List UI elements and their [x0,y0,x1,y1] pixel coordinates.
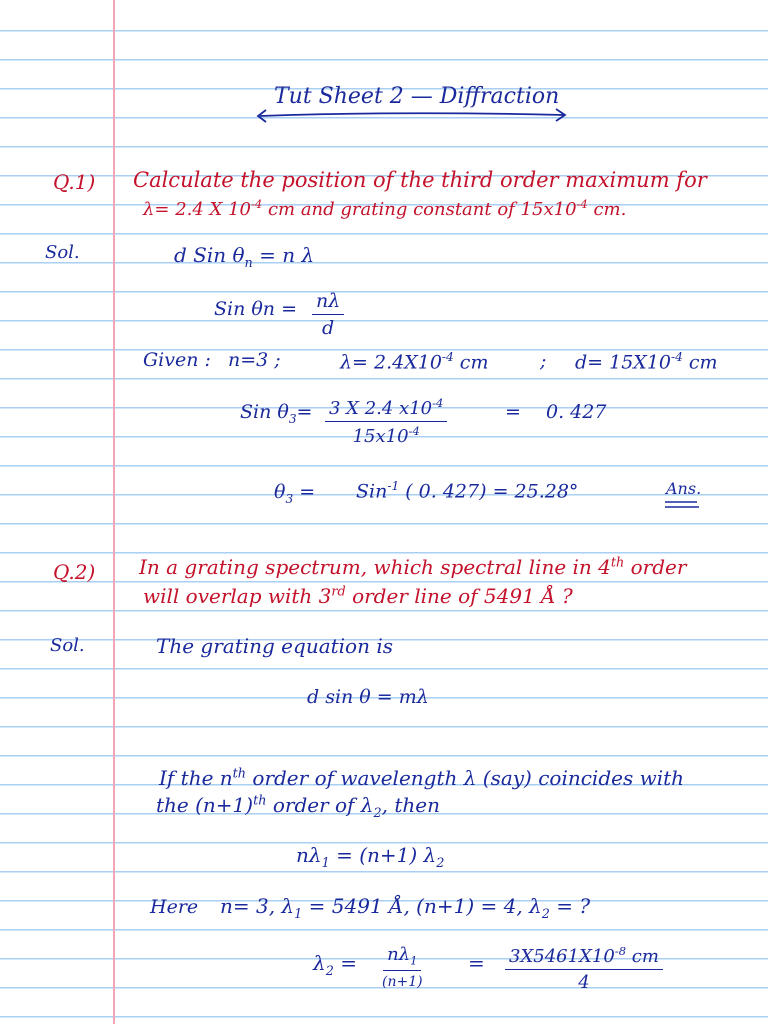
solution-1-equation-3-equals: = [505,401,521,423]
solution-2-equation-2: $n\lambda_1 = (n+1)$ $\lambda_2$ [296,843,445,871]
question-1-label: Q.1) [53,170,96,194]
question-1-line-2: λ= 2.4 X $10^{-4}$ cm and grating constant of $15x10^{-4}$ cm. [143,197,627,220]
solution-2-equation-3-lhs: $\lambda_2$ = [313,951,357,979]
solution-1-equation-2-fraction: $\frac{n\lambda}{d}$ [312,292,344,338]
solution-1-equation-4-rhs: Sin$^{-1}$ ( 0. 427) = 25.28° [356,479,579,503]
solution-2-label: Sol. [50,635,85,656]
title-double-arrow-underline [250,105,580,127]
solution-2-given-values: n= 3, $\lambda_1 = 5491$ Å, (n+1) = 4, $\lambda_2$ = ? [220,894,591,922]
answer-double-underline [663,499,703,511]
solution-2-equation-3-equals: = [468,951,485,975]
solution-2-intro: The grating equation is [156,634,393,658]
solution-2-condition-line-1: If the $n^{th}$ order of wavelength λ (say) coincides with [159,766,685,790]
solution-1-equation-3-lhs: Sin $\theta_3=$ [240,401,313,426]
solution-1-equation-1: d Sin $\theta_n = n$ λ [174,243,315,271]
solution-2-equation-3-fraction-1: $n\lambda_1$ (n+1) [382,944,423,991]
solution-2-equation-3-fraction-2: $\frac{3X5461X10^{-8} cm}{4}$ [505,946,663,992]
given-n: n=3 ; [228,349,281,371]
solution-1-equation-4-lhs: $\theta_3$ = [274,481,316,506]
given-lambda: $\lambda= 2.4X10^{-4}$ cm [340,350,489,374]
question-2-line-1: In a grating spectrum, which spectral line in 4th order [139,555,687,579]
question-2-label: Q.2) [53,560,96,584]
solution-1-label: Sol. [45,242,80,263]
page-title: Tut Sheet 2 — Diffraction [274,84,560,109]
grating-equation: d sin θ = mλ [307,686,429,708]
given-d: $d= 15X10^{-4}$ cm [575,350,718,374]
here-label: Here [150,896,199,918]
solution-1-equation-3-fraction: $\frac{3 X 2.4 x10^{-4}}{15x10^{-4}}$ [325,398,447,446]
solution-1-equation-2-lhs: Sin θn = [214,298,298,320]
given-label: Given : [143,349,211,371]
solution-1-equation-3-value: 0. 427 [546,401,607,423]
given-separator: ; [540,350,547,372]
margin-line [113,0,115,1024]
question-1-line-1: Calculate the position of the third order maximum for [133,168,707,192]
solution-2-condition-line-2: the $(n+1)^{th}$ order of $\lambda_2$, then [156,793,440,821]
answer-label: Ans. [666,479,702,498]
question-2-line-2: will overlap with 3rd order line of 5491 Å ? [143,584,573,608]
